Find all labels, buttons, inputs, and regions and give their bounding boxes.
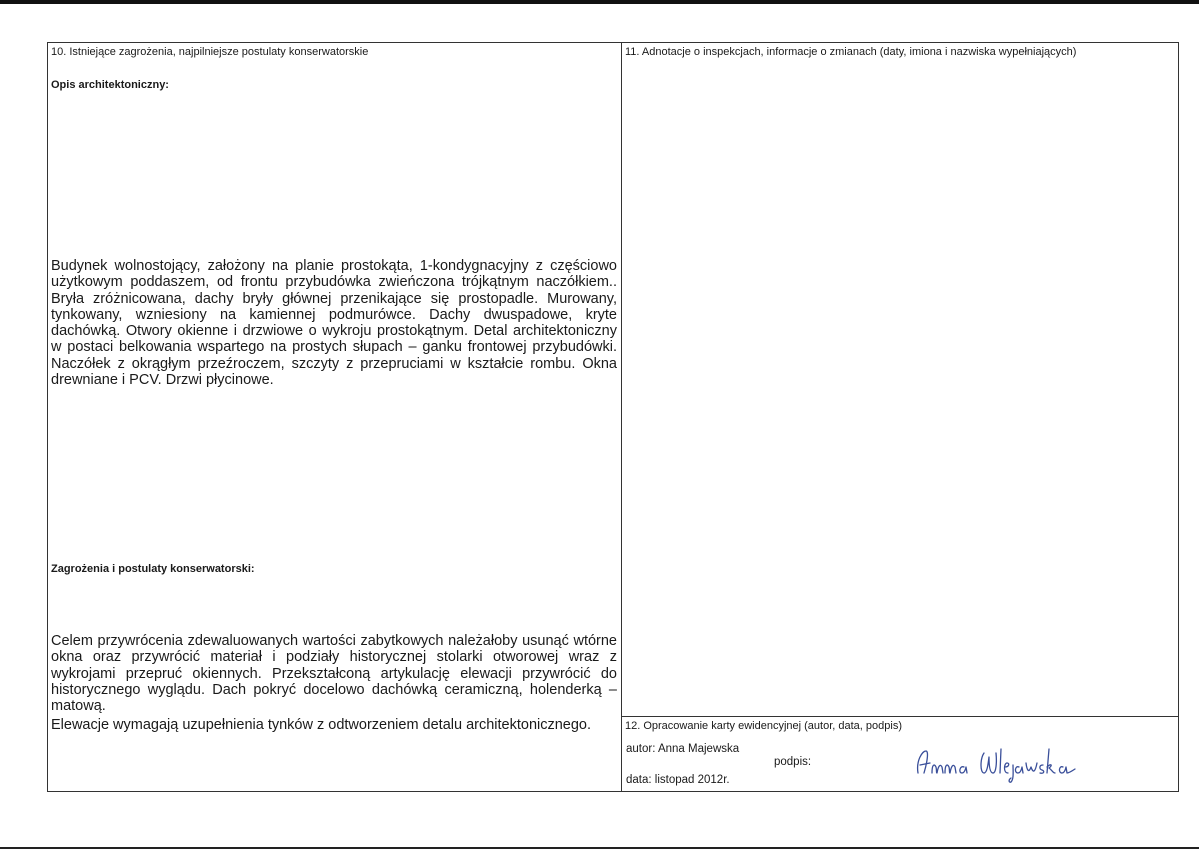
- threats-description: Celem przywrócenia zdewaluowanych wartości zabytkowych należałoby usunąć wtórne okna oraz przywrócić materiał i podziały historycznej stolarki otworowej wraz z wykrojami przepruć okiennych. Przekształconą artykulację elewacji przywrócić do historycznego wyglądu. Dach pokryć docelowo dachówką ceramiczną, holenderką – matową.: [51, 633, 617, 715]
- section-11-header: 11. Adnotacje o inspekcjach, informacje o zmianach (daty, imiona i nazwiska wypełniających): [625, 46, 1077, 58]
- architecture-description: Budynek wolnostojący, założony na planie prostokąta, 1-kondygnacyjny z częściowo użytkowym poddaszem, od frontu przybudówka zwieńczona trójkątnym naczółkiem.. Bryła zróżnicowana, dachy bryły głównej przenikające się prostopadle. Murowany, tynkowany, wzniesiony na kamiennej podmurówce. Dachy dwuspadowe, kryte dachówką. Otwory okienne i drzwiowe o wykroju prostokątnym. Detal architektoniczny w postaci belkowania wspartego na prostych słupach – ganku frontowej przybudówki. Naczółek z okrągłym przeźroczem, szczyty z przepruciami w kształcie rombu. Okna drewniane i PCV. Drzwi płycinowe.: [51, 258, 617, 389]
- signature-label: podpis:: [774, 756, 812, 768]
- record-card-sheet: [47, 42, 1179, 792]
- handwritten-signature: [912, 743, 1082, 783]
- author-line: autor: Anna Majewska: [626, 743, 740, 755]
- plaster-note: Elewacje wymagają uzupełnienia tynków z odtworzeniem detalu architektonicznego.: [51, 717, 592, 733]
- scan-border-top: [0, 0, 1199, 4]
- section-12-cell: [622, 717, 1178, 791]
- date-line: data: listopad 2012r.: [626, 774, 730, 786]
- section-11-cell: [622, 43, 1178, 717]
- section-10-cell: [48, 43, 622, 791]
- section-10-header: 10. Istniejące zagrożenia, najpilniejsze postulaty konserwatorskie: [51, 46, 369, 58]
- architecture-title: Opis architektoniczny:: [51, 79, 169, 91]
- section-12-header: 12. Opracowanie karty ewidencyjnej (autor, data, podpis): [625, 720, 902, 732]
- threats-title: Zagrożenia i postulaty konserwatorski:: [51, 563, 255, 575]
